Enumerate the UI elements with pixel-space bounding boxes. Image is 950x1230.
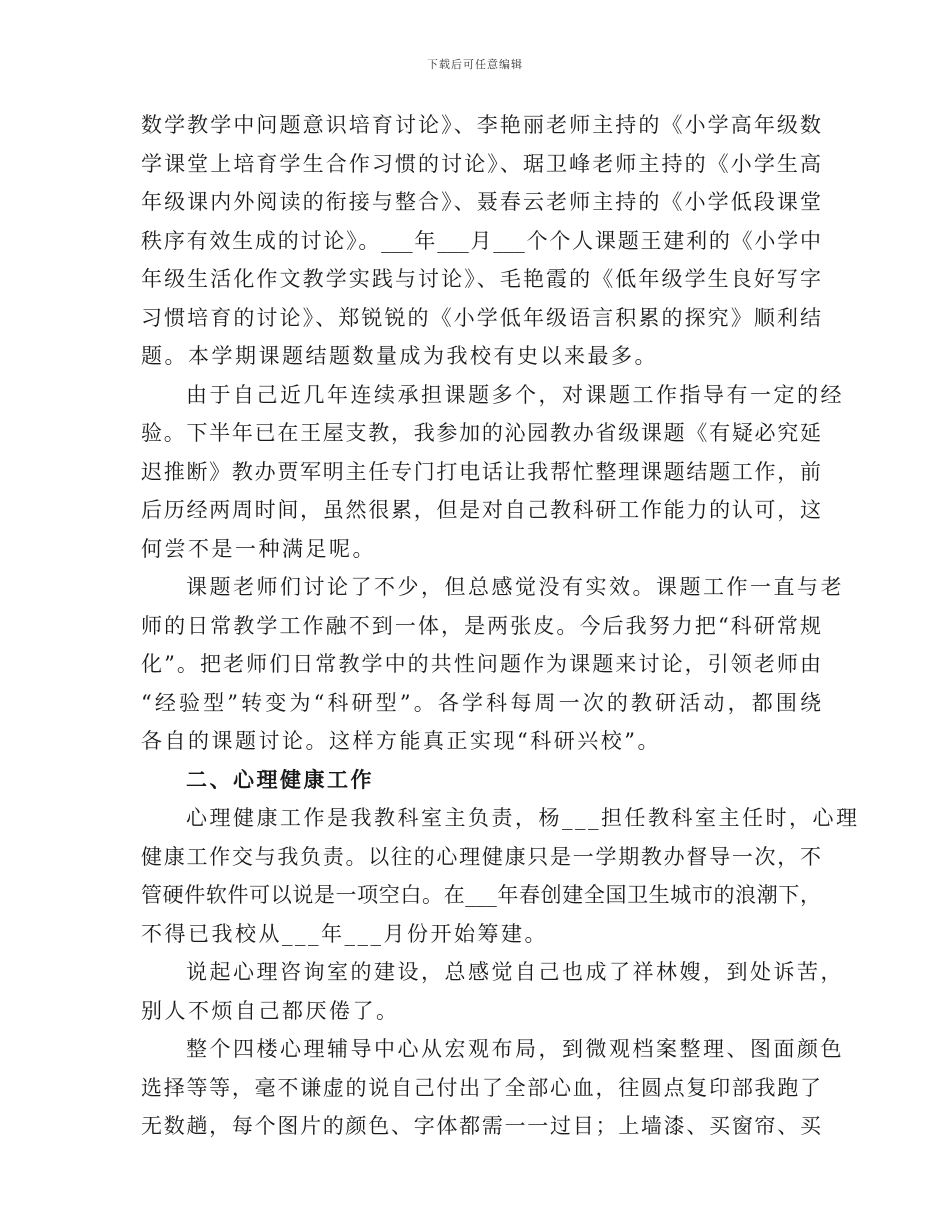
paragraph-first-line: 整个四楼心理辅导中心从宏观布局，到微观档案整理、图面颜色 [186, 1037, 844, 1061]
paragraph-first-line: 由于自己近几年连续承担课题多个，对课题工作指导有一定的经 [186, 382, 844, 407]
text-line: 秩序有效生成的讨论》。___年___月___个个人课题王建利的《小学中 [141, 228, 821, 253]
text-line: 师的日常教学工作融不到一体，是两张皮。今后我努力把“科研常规 [141, 613, 821, 638]
document-body [141, 106, 860, 1146]
text-line: 习惯培育的讨论》、郑锐锐的《小学低年级语言积累的探究》顺利结 [141, 305, 821, 330]
text-line: “经验型”转变为“科研型”。各学科每周一次的教研活动，都围绕 [141, 690, 821, 715]
text-line: 健康工作交与我负责。以往的心理健康只是一学期教办督导一次，不 [141, 844, 821, 869]
text-line: 年级课内外阅读的衔接与整合》、聂春云老师主持的《小学低段课堂 [141, 190, 821, 214]
text-line: 无数趟，每个图片的颜色、字体都需一一过目；上墙漆、买窗帘、买 [141, 1114, 821, 1138]
paragraph-first-line: 说起心理咨询室的建设，总感觉自己也成了祥林嫂，到处诉苦， [186, 960, 844, 984]
text-line: 后历经两周时间，虽然很累，但是对自己教科研工作能力的认可，这 [141, 498, 821, 522]
text-line: 别人不烦自己都厌倦了。 [141, 998, 400, 1023]
text-line: 选择等等，毫不谦虚的说自己付出了全部心血，往圆点复印部我跑了 [141, 1075, 821, 1100]
text-line: 验。下半年已在王屋支教，我参加的沁园教办省级课题《有疑必究延 [141, 421, 821, 445]
text-line: 化”。把老师们日常教学中的共性问题作为课题来讨论，引领老师由 [141, 652, 821, 676]
text-line: 数学教学中问题意识培育讨论》、李艳丽老师主持的《小学高年级数 [141, 113, 821, 137]
text-line: 各自的课题讨论。这样方能真正实现“科研兴校”。 [141, 729, 661, 753]
paragraph-first-line: 心理健康工作是我教科室主负责，杨___担任教科室主任时，心理 [186, 806, 860, 830]
section-heading: 二、心理健康工作 [186, 767, 374, 792]
text-line: 管硬件软件可以说是一项空白。在___年春创建全国卫生城市的浪潮下， [141, 883, 821, 907]
text-line: 迟推断》教办贾军明主任专门打电话让我帮忙整理课题结题工作，前 [141, 459, 821, 484]
text-line: 题。本学期课题结题数量成为我校有史以来最多。 [141, 344, 658, 368]
text-line: 何尝不是一种满足呢。 [141, 536, 376, 561]
page-header-note: 下载后可任意编辑 [427, 58, 523, 71]
paragraph-first-line: 课题老师们讨论了不少，但总感觉没有实效。课题工作一直与老 [186, 575, 844, 599]
text-line: 学课堂上培育学生合作习惯的讨论》、琚卫峰老师主持的《小学生高 [141, 151, 821, 176]
text-line: 不得已我校从___年___月份开始筹建。 [141, 921, 548, 946]
text-line: 年级生活化作文教学实践与讨论》、毛艳霞的《低年级学生良好写字 [141, 267, 821, 291]
